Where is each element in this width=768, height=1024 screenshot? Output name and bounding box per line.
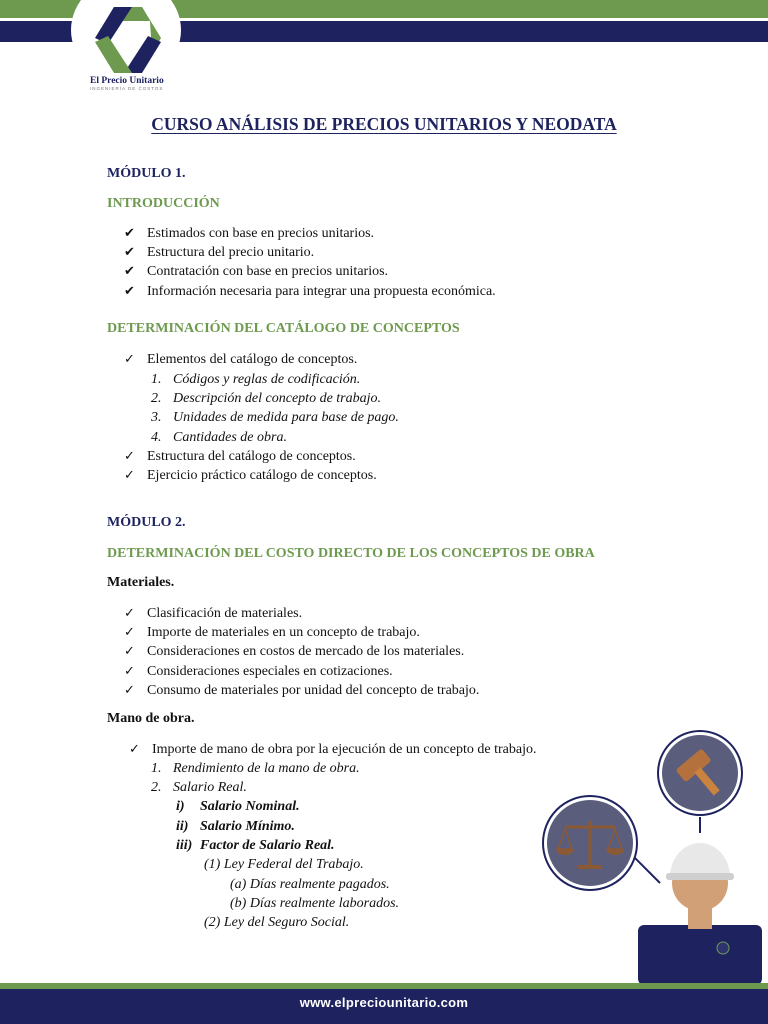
checkmark-icon: ✓: [124, 449, 135, 464]
law-item: (2) Ley del Seguro Social.: [204, 915, 350, 930]
list-item: ✓ Consumo de materiales por unidad del concepto de trabajo.: [124, 683, 480, 698]
roman-item: ii) Salario Mínimo.: [176, 819, 295, 834]
list-item: ✓ Ejercicio práctico catálogo de conceptos.: [124, 468, 377, 483]
checkmark-icon: ✔: [124, 264, 135, 279]
checkmark-icon: ✓: [124, 625, 135, 640]
roman-item: iii) Factor de Salario Real.: [176, 838, 335, 853]
legal-worker-illustration: [530, 725, 768, 983]
hexagon-logo-icon: [90, 2, 166, 76]
labor-label: Mano de obra.: [107, 711, 195, 726]
module2-heading: DETERMINACIÓN DEL COSTO DIRECTO DE LOS CONCEPTOS DE OBRA: [107, 546, 595, 561]
scales-icon: [543, 796, 637, 890]
list-item: ✓ Importe de mano de obra por la ejecución de un concepto de trabajo.: [129, 742, 537, 757]
list-item: ✓ Elementos del catálogo de conceptos.: [124, 352, 358, 367]
law-subitem: (a) Días realmente pagados.: [230, 877, 390, 892]
list-item: ✓ Estructura del catálogo de conceptos.: [124, 449, 356, 464]
list-item: ✔ Información necesaria para integrar una propuesta económica.: [124, 284, 496, 299]
checkmark-icon: ✓: [124, 468, 135, 483]
checkmark-icon: ✓: [124, 644, 135, 659]
course-title: CURSO ANÁLISIS DE PRECIOS UNITARIOS Y NEODATA: [151, 114, 617, 134]
gavel-icon: [658, 731, 742, 815]
checkmark-icon: ✔: [124, 245, 135, 260]
checkmark-icon: ✓: [129, 742, 140, 757]
checkmark-icon: ✔: [124, 284, 135, 299]
brand-tagline: INGENIERÍA DE COSTOS: [90, 86, 164, 91]
website-link[interactable]: www.elpreciounitario.com: [299, 995, 469, 1010]
list-item: ✔ Contratación con base en precios unitarios.: [124, 264, 389, 279]
checkmark-icon: ✔: [124, 226, 135, 241]
checkmark-icon: ✓: [124, 683, 135, 698]
list-item: ✓ Clasificación de materiales.: [124, 606, 303, 621]
checkmark-icon: ✓: [124, 664, 135, 679]
materials-label: Materiales.: [107, 575, 175, 590]
numbered-item: 2. Descripción del concepto de trabajo.: [151, 391, 382, 406]
numbered-item: 3. Unidades de medida para base de pago.: [151, 410, 399, 425]
list-item: ✓ Consideraciones especiales en cotizaciones.: [124, 664, 393, 679]
law-subitem: (b) Días realmente laborados.: [230, 896, 400, 911]
numbered-item: 4. Cantidades de obra.: [151, 430, 287, 445]
numbered-item: 2. Salario Real.: [151, 780, 247, 795]
brand-name: El Precio Unitario: [90, 76, 164, 86]
module1-catalog-heading: DETERMINACIÓN DEL CATÁLOGO DE CONCEPTOS: [107, 321, 460, 336]
law-item: (1) Ley Federal del Trabajo.: [204, 857, 364, 872]
list-item: ✔ Estimados con base en precios unitarios.: [124, 226, 375, 241]
checkmark-icon: ✓: [124, 352, 135, 367]
worker-figure: [638, 843, 762, 983]
list-item: ✓ Consideraciones en costos de mercado de los materiales.: [124, 644, 465, 659]
numbered-item: 1. Rendimiento de la mano de obra.: [151, 761, 360, 776]
checkmark-icon: ✓: [124, 606, 135, 621]
module1-label: MÓDULO 1.: [107, 166, 186, 181]
list-item: ✔ Estructura del precio unitario.: [124, 245, 315, 260]
roman-item: i) Salario Nominal.: [176, 799, 300, 814]
module1-intro-heading: INTRODUCCIÓN: [107, 196, 220, 211]
numbered-item: 1. Códigos y reglas de codificación.: [151, 372, 361, 387]
module2-label: MÓDULO 2.: [107, 515, 186, 530]
list-item: ✓ Importe de materiales en un concepto de trabajo.: [124, 625, 420, 640]
